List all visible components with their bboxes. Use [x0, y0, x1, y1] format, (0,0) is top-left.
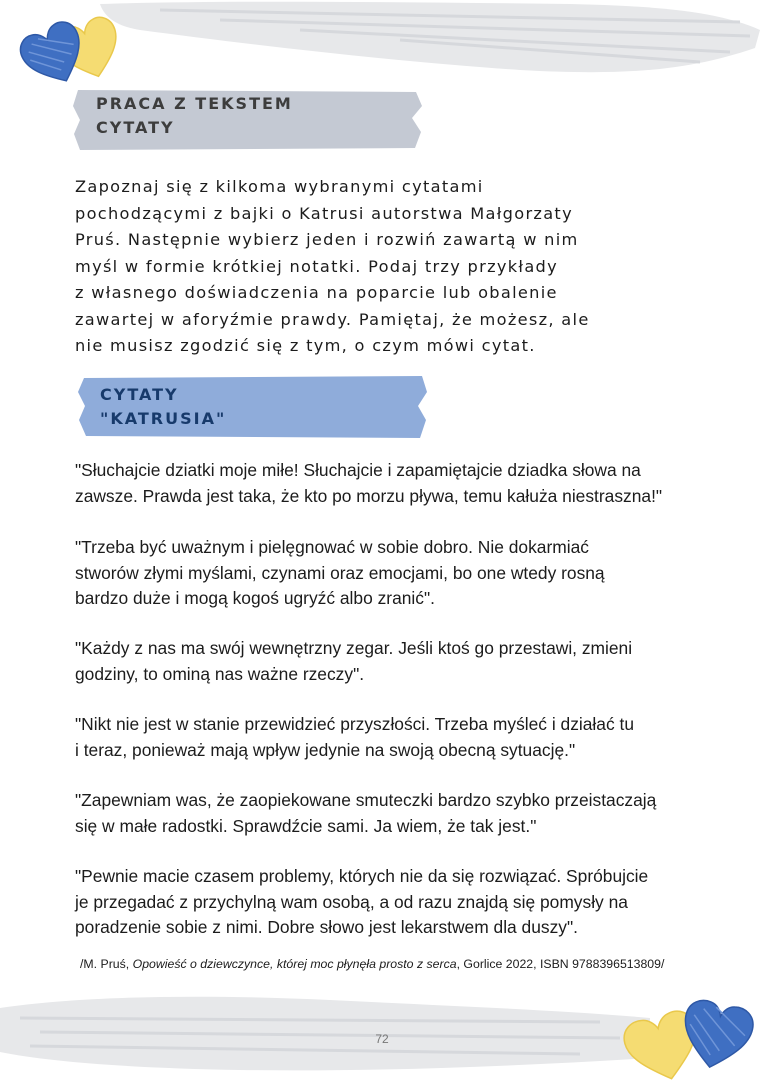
source-title: Opowieść o dziewczynce, której moc płynęła prosto z serca: [132, 957, 457, 971]
intro-line: Pruś. Następnie wybierz jeden i rozwiń zawartą w nim: [75, 230, 579, 249]
quote-line: bardzo duże i mogą kogoś ugryźć albo zranić".: [75, 588, 435, 608]
banner-title-line2: "KATRUSIA": [100, 409, 227, 428]
quote-line: zawsze. Prawda jest taka, że kto po morzu pływa, temu kałuża niestraszna!": [75, 485, 663, 506]
quote-line: "Słuchajcie dziatki moje miłe! Słuchajcie i zapamiętajcie dziadka słowa na: [75, 460, 641, 480]
quote-line: "Trzeba być uważnym i pielęgnować w sobie dobro. Nie dokarmiać: [75, 537, 589, 557]
quote-block: [75, 458, 695, 509]
intro-line: z własnego doświadczenia na poparcie lub obalenie: [75, 283, 558, 302]
quote-block: [75, 712, 695, 763]
quote-block: [75, 864, 695, 941]
hearts-icon: [18, 6, 128, 86]
intro-line: pochodzącymi z bajki o Katrusi autorstwa Małgorzaty: [75, 203, 573, 223]
banner-title-line1: PRACA Z TEKSTEM: [96, 94, 293, 113]
quote-line: i teraz, ponieważ mają wpływ jedynie na swoją obecną sytuację.": [75, 739, 576, 760]
source-citation: [80, 957, 700, 971]
source-prefix: /M. Pruś,: [80, 957, 133, 971]
quote-block: [75, 535, 695, 612]
section-banner-praca-z-tekstem: [72, 86, 424, 154]
quote-line: "Nikt nie jest w stanie przewidzieć przyszłości. Trzeba myśleć i działać tu: [75, 714, 634, 734]
top-brush-decoration: [100, 0, 764, 80]
page-number: 72: [375, 1032, 389, 1046]
quote-block: [75, 636, 695, 687]
intro-line: myśl w formie krótkiej notatki. Podaj trzy przykłady: [75, 256, 558, 276]
quote-line: poradzenie sobie z nimi. Dobre słowo jest lekarstwem dla duszy".: [75, 917, 578, 937]
quote-line: godziny, to ominą nas ważne rzeczy".: [75, 663, 365, 684]
quote-line: je przegadać z przychylną wam osobą, a od razu znajdą się pomysły na: [75, 891, 628, 912]
intro-line: Zapoznaj się z kilkoma wybranymi cytatami: [75, 177, 484, 196]
quote-line: "Zapewniam was, że zaopiekowane smuteczki bardzo szybko przeistaczają: [75, 790, 657, 810]
quote-block: [75, 788, 695, 839]
quote-line: się w małe radostki. Sprawdźcie sami. Ja wiem, że tak jest.": [75, 815, 537, 836]
banner-title-line1: CYTATY: [100, 385, 179, 404]
quote-line: "Pewnie macie czasem problemy, których nie da się rozwiązać. Spróbujcie: [75, 866, 649, 886]
intro-line: nie musisz zgodzić się z tym, o czym mówi cytat.: [75, 336, 536, 355]
section-banner-cytaty: [76, 374, 428, 442]
quote-line: "Każdy z nas ma swój wewnętrzny zegar. Jeśli ktoś go przestawi, zmieni: [75, 638, 633, 658]
intro-line: zawartej w aforyźmie prawdy. Pamiętaj, że możesz, ale: [75, 309, 590, 329]
intro-paragraph: [75, 174, 635, 360]
quote-line: stworów złymi myślami, czynami oraz emocjami, bo one wtedy rosną: [75, 562, 605, 583]
banner-title-line2: CYTATY: [96, 118, 175, 137]
source-suffix: , Gorlice 2022, ISBN 9788396513809/: [456, 957, 665, 971]
